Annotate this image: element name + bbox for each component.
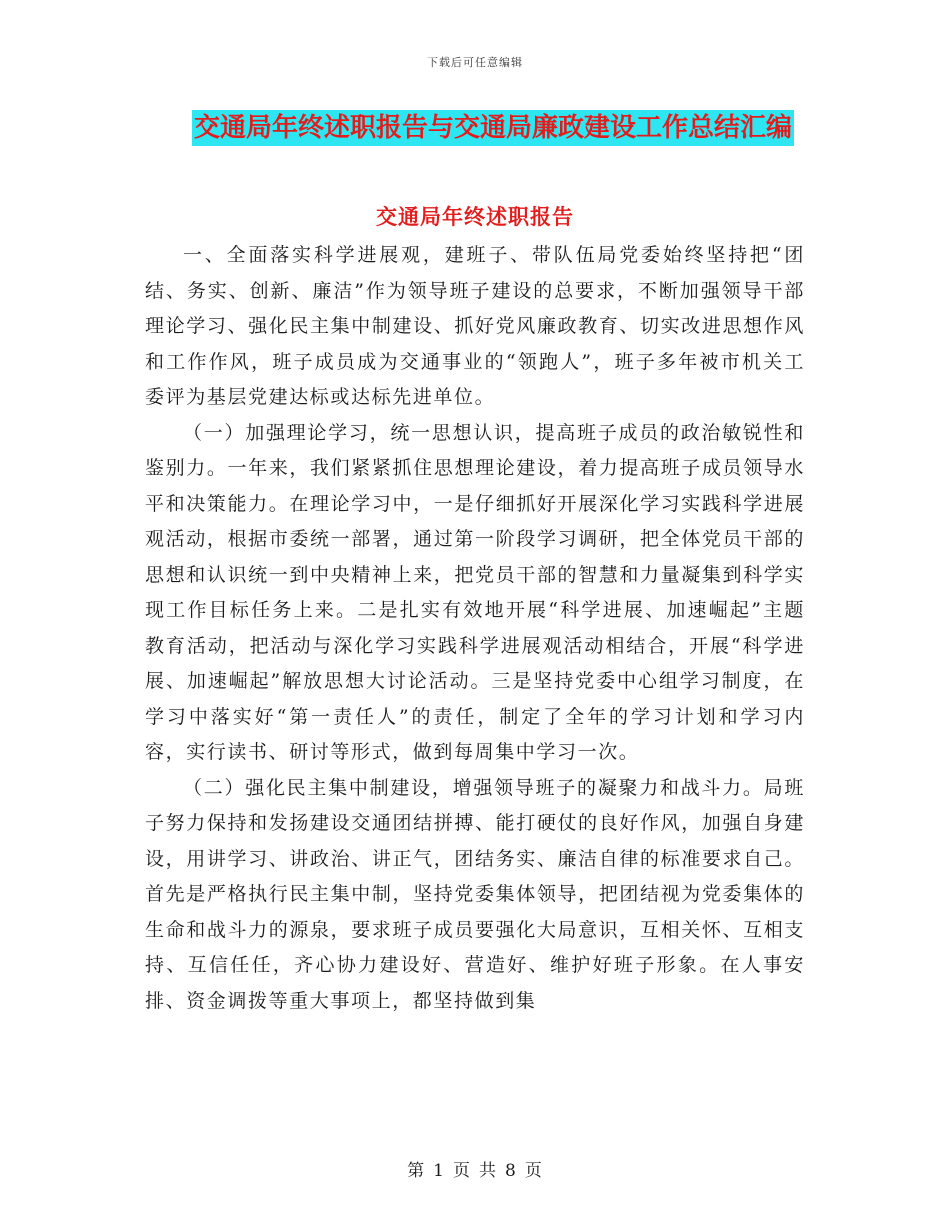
footer-page-number: 1 (433, 1161, 445, 1181)
section-title: 交通局年终述职报告 (376, 204, 574, 229)
paragraph-1: 一、全面落实科学进展观，建班子、带队伍局党委始终坚持把“团结、务实、创新、廉洁”作为领导班子建设的总要求，不断加强领导干部理论学习、强化民主集中制建设、抓好党风廉政教育、切实改进思想作风和工作作风，班子成员成为交通事业的“领跑人”，班子多年被市机关工委评为基层党建达标或达标先进单位。 (145, 244, 805, 408)
footer-total-pages: 8 (505, 1161, 517, 1181)
page-header-note: 下载后可任意编辑 (427, 56, 523, 69)
footer-suffix: 页 (524, 1161, 543, 1181)
footer-prefix: 第 (407, 1161, 426, 1181)
footer-page-word: 页 (453, 1161, 471, 1181)
paragraph-3: （二）强化民主集中制建设，增强领导班子的凝聚力和战斗力。局班子努力保持和发扬建设交通团结拼搏、能打硬仗的良好作风，加强自身建设，用讲学习、讲政治、讲正气，团结务实、廉洁自律的标准要求自己。首先是严格执行民主集中制，坚持党委集体领导，把团结视为党委集体的生命和战斗力的源泉，要求班子成员要强化大局意识，互相关怀、互相支持、互信任任，齐心协力建设好、营造好、维护好班子形象。在人事安排、资金调拨等重大事项上，都坚持做到集 (145, 776, 805, 1012)
document-main-title: 交通局年终述职报告与交通局廉政建设工作总结汇编 (192, 110, 794, 146)
page-footer (0, 1156, 950, 1181)
paragraph-2: （一）加强理论学习，统一思想认识，提高班子成员的政治敏锐性和鉴别力。一年来，我们紧紧抓住思想理论建设，着力提高班子成员领导水平和决策能力。在理论学习中，一是仔细抓好开展深化学习实践科学进展观活动，根据市委统一部署，通过第一阶段学习调研，把全体党员干部的思想和认识统一到中央精神上来，把党员干部的智慧和力量凝集到科学实现工作目标任务上来。二是扎实有效地开展“科学进展、加速崛起”主题教育活动，把活动与深化学习实践科学进展观活动相结合，开展“科学进展、加速崛起”解放思想大讨论活动。三是坚持党委中心组学习制度，在学习中落实好“第一责任人”的责任，制定了全年的学习计划和学习内容，实行读书、研讨等形式，做到每周集中学习一次。 (145, 421, 805, 763)
document-body (145, 238, 805, 1019)
footer-total-word: 共 (479, 1161, 497, 1181)
